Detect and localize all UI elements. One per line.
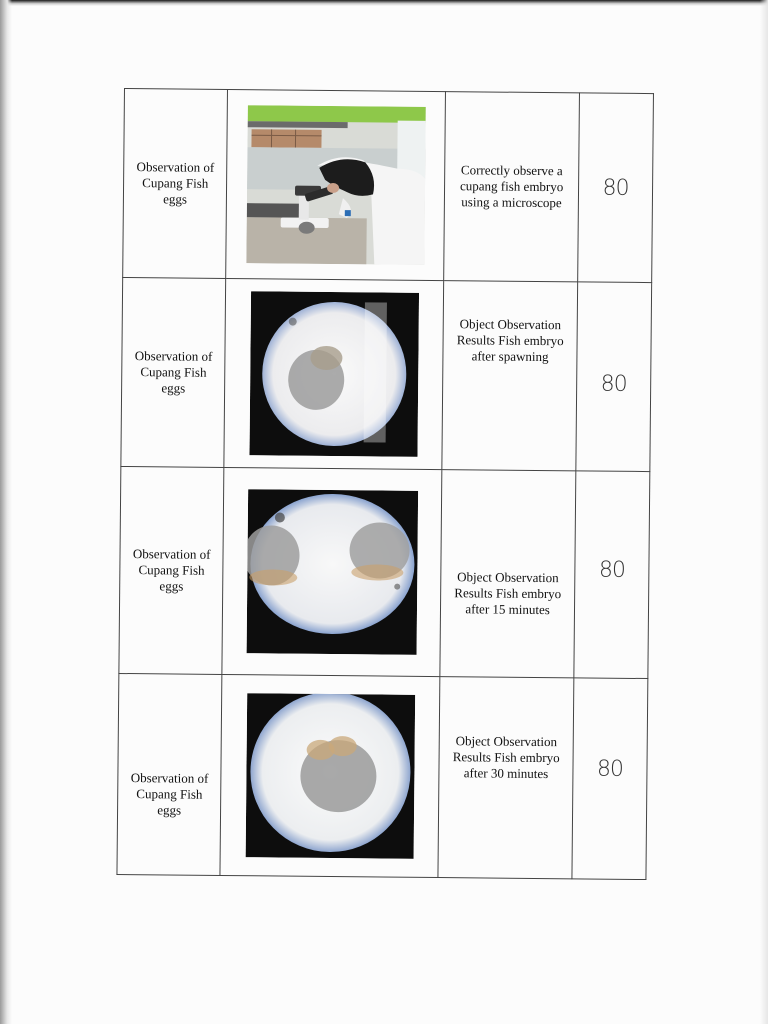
scan-edge-left [0,0,12,1024]
observation-table [116,88,654,880]
photo-cell [224,278,444,469]
activity-cell [121,277,226,467]
description-cell [440,470,576,678]
score-cell [572,678,648,880]
activity-cell [117,673,222,875]
photo-cell [226,89,446,280]
description-text: Object Observation Results Fish embryo after spawning [456,316,564,365]
photo-cell [222,467,442,676]
table-row [119,466,650,678]
score-cell [578,93,654,283]
handwritten-score: 80 [602,175,629,201]
scan-edge-right [760,0,768,1024]
description-cell [438,677,574,879]
scan-edge-top [0,0,768,6]
score-cell [576,282,652,472]
table-row [123,89,654,283]
handwritten-score: 80 [598,557,626,583]
observation-table-wrapper [116,88,654,880]
activity-cell [119,466,224,674]
activity-cell [123,89,228,279]
embryo-microscope-photo [245,693,415,859]
description-cell [444,92,580,282]
activity-text: Observation of Cupang Fish eggs [136,159,215,207]
handwritten-score: 80 [596,756,624,782]
embryo-microscope-photo [246,489,418,655]
embryo-microscope-photo [249,291,419,457]
activity-text: Observation of Cupang Fish eggs [130,770,209,818]
photo-cell [220,674,440,877]
activity-text: Observation of Cupang Fish eggs [132,546,211,594]
activity-text: Observation of Cupang Fish eggs [134,348,213,396]
description-text: Correctly observe a cupang fish embryo using a microscope [459,162,564,211]
score-cell [574,471,650,679]
microscope-student-photo [246,105,426,265]
table-row [121,277,652,471]
table-row [117,673,648,879]
description-cell [442,281,578,471]
description-text: Object Observation Results Fish embryo after 15 minutes [454,569,562,618]
handwritten-score: 80 [600,371,627,397]
description-text: Object Observation Results Fish embryo after 30 minutes [452,733,560,782]
